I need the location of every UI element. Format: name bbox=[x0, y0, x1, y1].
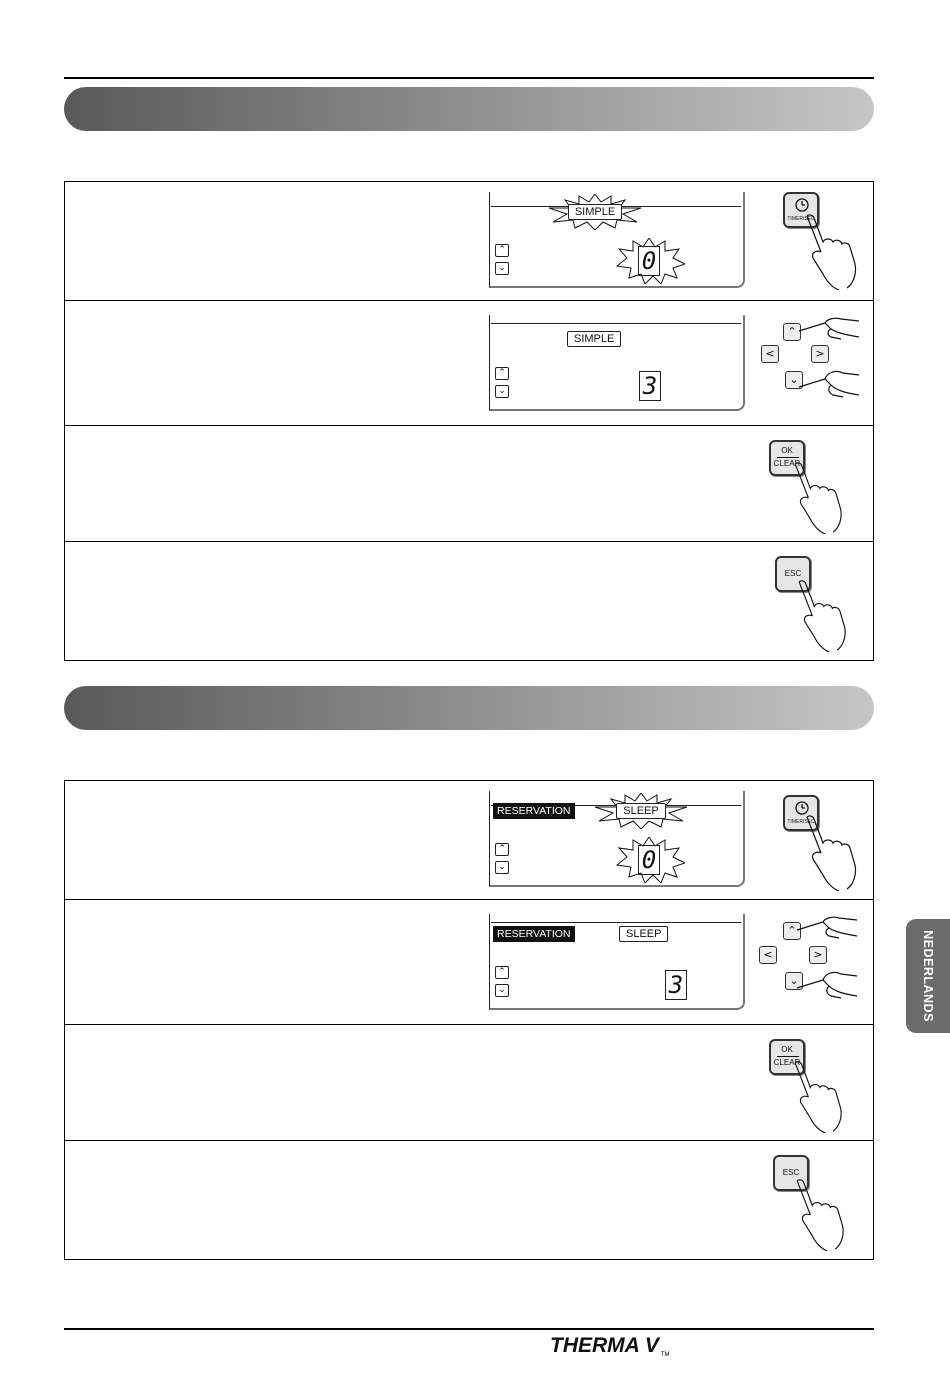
down-button[interactable]: ⌄ bbox=[785, 972, 803, 990]
pointing-hand-icon bbox=[787, 460, 845, 534]
pointing-hand-icon bbox=[799, 212, 859, 290]
lcd-display bbox=[485, 192, 747, 288]
blink-burst bbox=[591, 793, 691, 829]
up-button[interactable]: ⌃ bbox=[783, 922, 801, 940]
pointing-hand-icon bbox=[791, 578, 849, 652]
blink-burst bbox=[613, 837, 685, 883]
instruction-panel-1 bbox=[64, 181, 874, 661]
down-arrow-icon: ⌄ bbox=[495, 262, 509, 275]
pointing-hand-icon bbox=[797, 315, 861, 345]
down-arrow-icon: ⌄ bbox=[495, 861, 509, 874]
lcd-display bbox=[485, 914, 747, 1010]
lcd-display bbox=[485, 315, 747, 411]
arrow-buttons-illustration bbox=[755, 914, 863, 1010]
right-button[interactable]: > bbox=[809, 946, 827, 964]
blink-burst bbox=[545, 194, 645, 230]
up-arrow-icon: ⌃ bbox=[495, 367, 509, 380]
step-row-4 bbox=[65, 1141, 873, 1259]
esc-label: ESC bbox=[782, 1168, 800, 1177]
timer-label: TIMER/SEC bbox=[787, 216, 815, 222]
reservation-label: RESERVATION bbox=[493, 803, 575, 819]
down-arrow-icon: ⌄ bbox=[495, 385, 509, 398]
pointing-hand-icon bbox=[795, 914, 859, 944]
down-button[interactable]: ⌄ bbox=[785, 371, 803, 389]
arrow-buttons-illustration bbox=[759, 315, 863, 411]
lcd-digit: 0 bbox=[638, 845, 660, 875]
left-button[interactable]: < bbox=[761, 345, 779, 363]
step-row-3 bbox=[65, 1025, 873, 1141]
mode-label: SLEEP bbox=[619, 926, 668, 942]
timer-button-illustration bbox=[777, 190, 857, 290]
esc-button-illustration bbox=[767, 1149, 851, 1253]
instruction-panel-2 bbox=[64, 780, 874, 1260]
pointing-hand-icon bbox=[799, 813, 859, 891]
lcd-digit: 3 bbox=[639, 371, 661, 401]
lcd-digit: 0 bbox=[638, 246, 660, 276]
pointing-hand-icon bbox=[787, 1059, 845, 1133]
section-banner-2 bbox=[64, 686, 874, 730]
down-arrow-icon: ⌄ bbox=[495, 984, 509, 997]
up-arrow-icon: ⌃ bbox=[495, 966, 509, 979]
mode-label: SIMPLE bbox=[567, 331, 621, 347]
lcd-display bbox=[485, 791, 747, 887]
clear-label: CLEAR bbox=[773, 1058, 801, 1067]
language-tab-label: NEDERLANDS bbox=[921, 930, 935, 1022]
step-row-1 bbox=[65, 182, 873, 301]
top-rule bbox=[64, 77, 874, 79]
ok-label: OK bbox=[781, 446, 793, 455]
esc-button-illustration bbox=[767, 550, 851, 654]
step-row-4 bbox=[65, 542, 873, 660]
pointing-hand-icon bbox=[795, 968, 859, 1002]
mode-label: SLEEP bbox=[616, 803, 665, 819]
step-row-2 bbox=[65, 301, 873, 426]
step-row-2 bbox=[65, 900, 873, 1025]
up-arrow-icon: ⌃ bbox=[495, 843, 509, 856]
pointing-hand-icon bbox=[797, 367, 861, 401]
reservation-label: RESERVATION bbox=[493, 926, 575, 942]
blink-burst bbox=[613, 238, 685, 284]
right-button[interactable]: > bbox=[811, 345, 829, 363]
up-button[interactable]: ⌃ bbox=[783, 323, 801, 341]
language-tab bbox=[906, 919, 950, 1033]
ok-label: OK bbox=[781, 1045, 793, 1054]
ok-button-illustration bbox=[761, 434, 845, 534]
step-row-3 bbox=[65, 426, 873, 542]
timer-button-illustration bbox=[777, 789, 857, 889]
ok-button-illustration bbox=[761, 1033, 845, 1133]
up-arrow-icon: ⌃ bbox=[495, 244, 509, 257]
logo-text: THERMA V bbox=[550, 1334, 659, 1357]
bottom-rule bbox=[64, 1328, 874, 1330]
step-row-1 bbox=[65, 781, 873, 900]
logo-trademark: TM bbox=[660, 1352, 670, 1358]
clock-icon bbox=[795, 198, 809, 212]
therma-v-logo bbox=[550, 1334, 700, 1360]
lcd-digit: 3 bbox=[665, 970, 687, 1000]
pointing-hand-icon bbox=[789, 1177, 847, 1251]
clear-label: CLEAR bbox=[773, 459, 801, 468]
esc-label: ESC bbox=[784, 569, 802, 578]
section-banner-1 bbox=[64, 87, 874, 131]
mode-label: SIMPLE bbox=[568, 204, 622, 220]
timer-label: TIMER/SEC bbox=[787, 819, 815, 825]
left-button[interactable]: < bbox=[759, 946, 777, 964]
